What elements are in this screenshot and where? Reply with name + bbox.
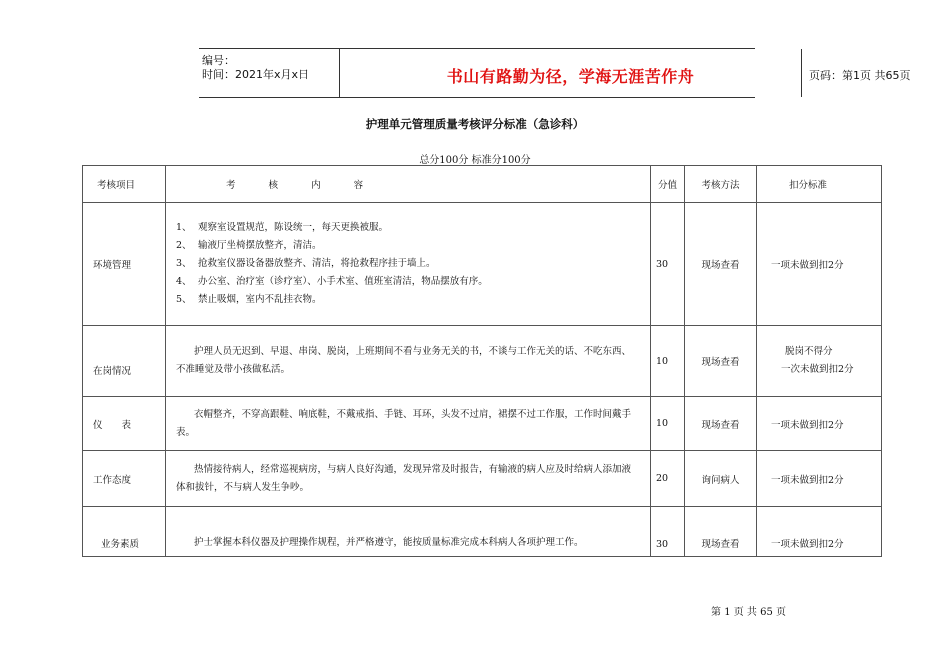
row-item: 工作态度 [83,451,166,507]
table-row [83,397,882,451]
header-content [166,166,651,203]
row-score: 20 [651,451,685,507]
row-item: 仪 表 [83,397,166,451]
row-item: 环境管理 [83,203,166,326]
row-item: 在岗情况 [83,326,166,397]
row-content: 热情接待病人，经常巡视病房，与病人良好沟通，发现异常及时报告，有输液的病人应及时给病人添加液体和拔针，不与病人发生争吵。 [166,451,651,507]
row-method: 现场查看 [685,507,757,557]
header-content-char: 容 [353,180,364,191]
assessment-table [82,165,882,557]
content-list-item: 4、 办公室、治疗室（诊疗室）、小手术室、值班室清洁，物品摆放有序。 [176,276,488,287]
content-list-item: 1、 观察室设置规范，陈设统一，每天更换被服。 [176,222,389,233]
header-content-char: 内 [311,180,321,191]
header-content-char: 核 [268,180,279,191]
content-list-item: 2、 输液厅坐椅摆放整齐，清洁。 [176,240,322,251]
deduct-line: 一次未做到扣2分 [781,364,854,375]
header-deduct: 扣分标准 [757,166,882,203]
table-row [83,507,882,557]
row-method: 现场查看 [685,203,757,326]
row-score: 30 [651,203,685,326]
document-header [199,48,911,98]
row-method: 现场查看 [685,397,757,451]
table-row [83,326,882,397]
document-subtitle: 总分100分 标准分100分 [419,155,531,166]
header-method: 考核方法 [685,166,757,203]
page-footer: 第 1 页 共 65 页 [711,607,786,618]
row-deduct: 一项未做到扣2分 [757,451,882,507]
header-page-info: 页码：第1页 共65页 [809,69,911,82]
header-motto: 书山有路勤为径，学海无涯苦作舟 [446,67,695,86]
header-item: 考核项目 [83,166,166,203]
row-method: 现场查看 [685,326,757,397]
row-deduct: 一项未做到扣2分 [757,507,882,557]
row-deduct [757,326,882,397]
row-method: 询问病人 [685,451,757,507]
table-row [83,203,882,326]
table-header-row [83,166,882,203]
row-item: 业务素质 [83,507,166,557]
row-content: 护士掌握本科仪器及护理操作规程，并严格遵守，能按质量标准完成本科病人各项护理工作。 [166,507,651,557]
document-time-label: 时间：2021年x月x日 [202,68,310,81]
document-title: 护理单元管理质量考核评分标准（急诊科） [365,117,585,131]
row-content: 护理人员无迟到、早退、串岗、脱岗，上班期间不看与业务无关的书，不谈与工作无关的话、不吃东西、不准睡觉及带小孩做私活。 [166,326,651,397]
row-deduct: 一项未做到扣2分 [757,203,882,326]
row-content: 衣帽整齐，不穿高跟鞋、响底鞋，不戴戒指、手链、耳环，头发不过肩，裙摆不过工作服，工作时间戴手表。 [166,397,651,451]
content-list-item: 5、 禁止吸烟，室内不乱挂衣物。 [176,294,322,305]
document-number-label: 编号： [202,54,235,67]
deduct-line: 脱岗不得分 [785,346,833,357]
row-score: 10 [651,326,685,397]
header-content-char: 考 [226,180,236,191]
table-row [83,451,882,507]
row-score: 10 [651,397,685,451]
row-score: 30 [651,507,685,557]
header-meta-cell [199,49,340,97]
row-content [166,203,651,326]
content-list-item: 3、 抢救室仪器设备器放整齐、清洁，将抢救程序挂于墙上。 [176,258,436,269]
header-score: 分值 [651,166,685,203]
row-deduct: 一项未做到扣2分 [757,397,882,451]
header-motto-cell [340,49,802,97]
